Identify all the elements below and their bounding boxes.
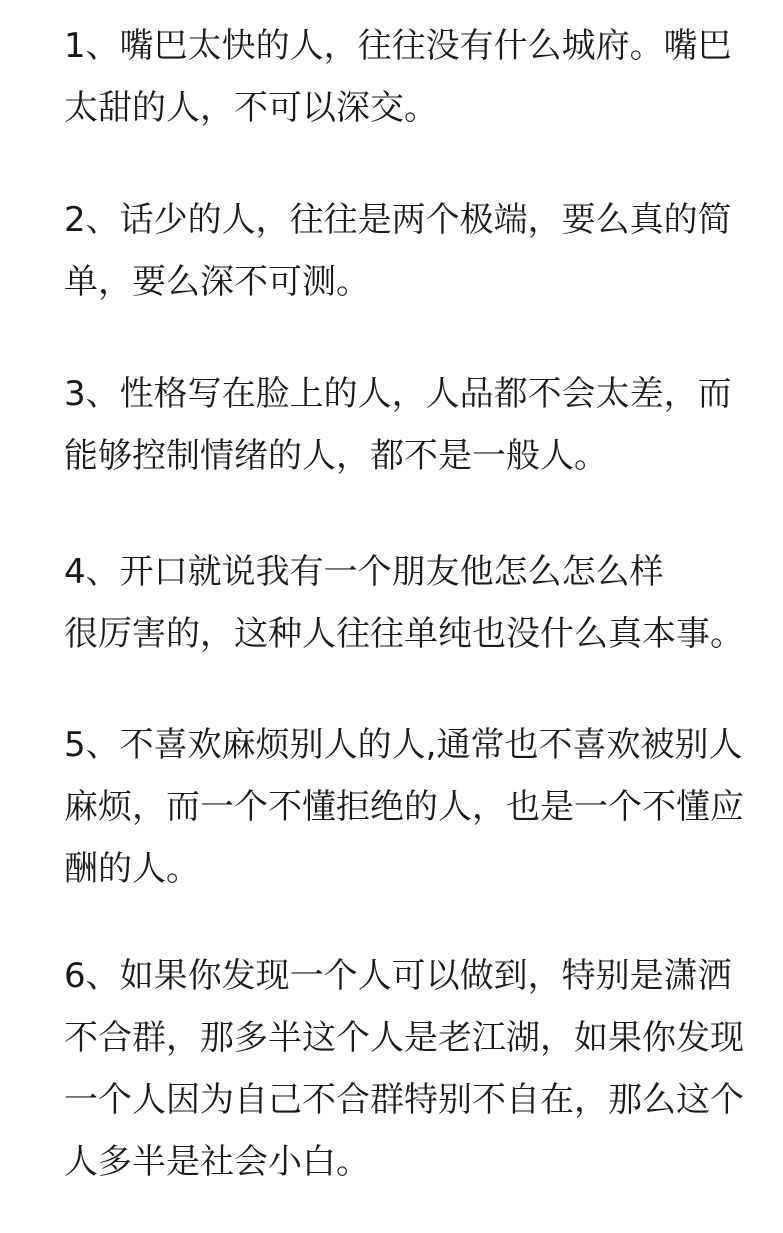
item-2 [64, 189, 764, 313]
item-3-line-2: 能够控制情绪的人，都不是一般人。 [64, 436, 608, 476]
item-5-line-1: 5、不喜欢麻烦别人的人,通常也不喜欢被别人 [64, 725, 743, 765]
item-2-line-1: 2、话少的人，往往是两个极端，要么真的简 [64, 200, 732, 240]
item-4-line-2: 很厉害的，这种人往往单纯也没什么真本事。 [64, 614, 744, 654]
item-1 [64, 15, 764, 139]
item-3 [64, 363, 764, 487]
item-1-line-1: 1、嘴巴太快的人，往往没有什么城府。嘴巴 [64, 26, 732, 66]
item-4 [64, 541, 764, 665]
item-3-line-1: 3、性格写在脸上的人，人品都不会太差，而 [64, 374, 732, 414]
item-5 [64, 714, 764, 900]
item-5-line-2: 麻烦，而一个不懂拒绝的人，也是一个不懂应 [64, 787, 744, 827]
item-2-line-2: 单，要么深不可测。 [64, 262, 370, 302]
item-6-line-2: 不合群，那多半这个人是老江湖，如果你发现 [64, 1018, 744, 1058]
item-6-line-4: 人多半是社会小白。 [64, 1142, 370, 1182]
item-6 [64, 945, 764, 1193]
item-1-line-2: 太甜的人，不可以深交。 [64, 88, 438, 128]
item-6-line-3: 一个人因为自己不合群特别不自在，那么这个 [64, 1080, 744, 1120]
item-6-line-1: 6、如果你发现一个人可以做到，特别是潇洒 [64, 956, 732, 996]
item-4-line-1: 4、开口就说我有一个朋友他怎么怎么样 [64, 552, 664, 592]
item-5-line-3: 酬的人。 [64, 849, 200, 889]
